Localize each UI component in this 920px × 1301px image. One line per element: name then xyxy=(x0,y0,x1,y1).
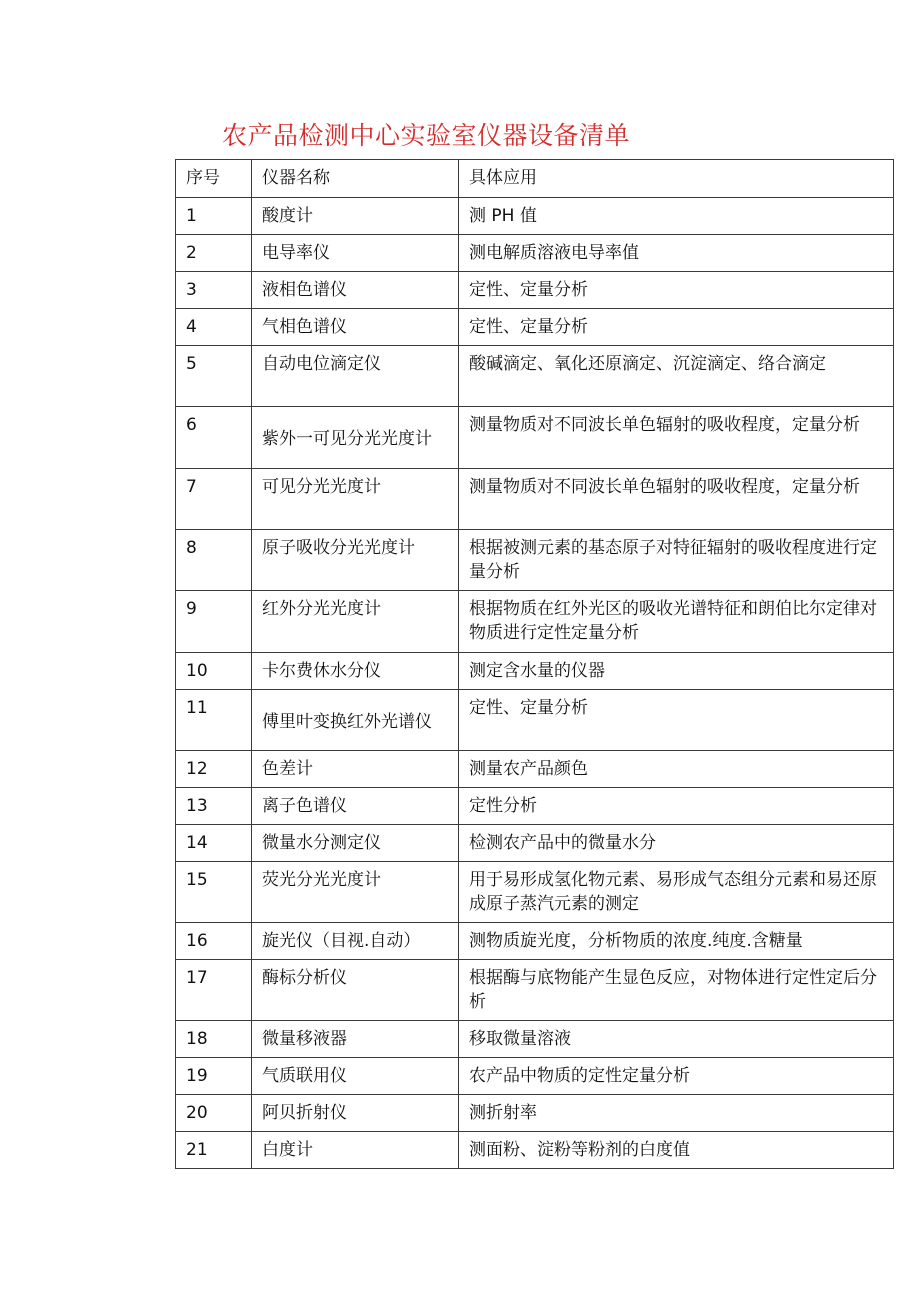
row-name: 液相色谱仪 xyxy=(252,272,459,309)
table-row xyxy=(176,591,894,653)
row-no: 20 xyxy=(176,1095,252,1132)
row-no: 7 xyxy=(176,469,252,530)
table-row xyxy=(176,862,894,923)
row-no: 5 xyxy=(176,346,252,407)
row-use: 根据被测元素的基态原子对特征辐射的吸收程度进行定量分析 xyxy=(459,530,894,591)
row-use: 根据物质在红外光区的吸收光谱特征和朗伯比尔定律对物质进行定性定量分析 xyxy=(459,591,894,653)
row-name: 荧光分光光度计 xyxy=(252,862,459,923)
table-row xyxy=(176,960,894,1021)
row-use: 移取微量溶液 xyxy=(459,1021,894,1058)
table-row xyxy=(176,788,894,825)
row-no: 18 xyxy=(176,1021,252,1058)
row-use: 定性、定量分析 xyxy=(459,309,894,346)
row-name: 微量移液器 xyxy=(252,1021,459,1058)
table-row xyxy=(176,346,894,407)
row-name: 原子吸收分光光度计 xyxy=(252,530,459,591)
row-name: 自动电位滴定仪 xyxy=(252,346,459,407)
row-no: 15 xyxy=(176,862,252,923)
row-no: 1 xyxy=(176,198,252,235)
row-use: 测面粉、淀粉等粉剂的白度值 xyxy=(459,1132,894,1169)
row-use: 测折射率 xyxy=(459,1095,894,1132)
row-no: 17 xyxy=(176,960,252,1021)
row-no: 11 xyxy=(176,690,252,751)
header-use: 具体应用 xyxy=(459,160,894,198)
row-name: 微量水分测定仪 xyxy=(252,825,459,862)
row-no: 21 xyxy=(176,1132,252,1169)
row-name: 紫外一可见分光光度计 xyxy=(252,407,459,469)
table-row xyxy=(176,309,894,346)
row-use: 测 PH 值 xyxy=(459,198,894,235)
row-no: 8 xyxy=(176,530,252,591)
row-name: 傅里叶变换红外光谱仪 xyxy=(252,690,459,751)
table-header-row xyxy=(176,160,894,198)
row-use: 测物质旋光度，分析物质的浓度.纯度.含糖量 xyxy=(459,923,894,960)
row-no: 19 xyxy=(176,1058,252,1095)
row-use: 根据酶与底物能产生显色反应，对物体进行定性定后分析 xyxy=(459,960,894,1021)
table-row xyxy=(176,198,894,235)
table-row xyxy=(176,1058,894,1095)
table-row xyxy=(176,653,894,690)
row-name: 气相色谱仪 xyxy=(252,309,459,346)
page-title: 农产品检测中心实验室仪器设备清单 xyxy=(222,121,631,150)
table-row xyxy=(176,825,894,862)
table-row xyxy=(176,469,894,530)
table-row xyxy=(176,1132,894,1169)
row-use: 测量物质对不同波长单色辐射的吸收程度，定量分析 xyxy=(459,469,894,530)
table-row xyxy=(176,235,894,272)
row-no: 16 xyxy=(176,923,252,960)
row-use: 定性分析 xyxy=(459,788,894,825)
row-use: 测定含水量的仪器 xyxy=(459,653,894,690)
row-no: 12 xyxy=(176,751,252,788)
row-no: 6 xyxy=(176,407,252,469)
row-use: 农产品中物质的定性定量分析 xyxy=(459,1058,894,1095)
row-use: 测量农产品颜色 xyxy=(459,751,894,788)
row-use: 定性、定量分析 xyxy=(459,690,894,751)
row-name: 旋光仪（目视.自动） xyxy=(252,923,459,960)
row-name: 红外分光光度计 xyxy=(252,591,459,653)
row-name: 阿贝折射仪 xyxy=(252,1095,459,1132)
row-use: 酸碱滴定、氧化还原滴定、沉淀滴定、络合滴定 xyxy=(459,346,894,407)
table-row xyxy=(176,530,894,591)
table-row xyxy=(176,407,894,469)
row-use: 用于易形成氢化物元素、易形成气态组分元素和易还原成原子蒸汽元素的测定 xyxy=(459,862,894,923)
row-name: 色差计 xyxy=(252,751,459,788)
row-no: 10 xyxy=(176,653,252,690)
row-name: 气质联用仪 xyxy=(252,1058,459,1095)
equipment-table xyxy=(175,159,894,1169)
table-row xyxy=(176,272,894,309)
row-name: 白度计 xyxy=(252,1132,459,1169)
row-use: 测量物质对不同波长单色辐射的吸收程度，定量分析 xyxy=(459,407,894,469)
row-no: 2 xyxy=(176,235,252,272)
row-name: 电导率仪 xyxy=(252,235,459,272)
row-use: 定性、定量分析 xyxy=(459,272,894,309)
row-no: 14 xyxy=(176,825,252,862)
row-name: 离子色谱仪 xyxy=(252,788,459,825)
row-use: 检测农产品中的微量水分 xyxy=(459,825,894,862)
row-name: 卡尔费休水分仪 xyxy=(252,653,459,690)
table-row xyxy=(176,923,894,960)
header-name: 仪器名称 xyxy=(252,160,459,198)
table-row xyxy=(176,1021,894,1058)
table-row xyxy=(176,751,894,788)
table-row xyxy=(176,1095,894,1132)
row-use: 测电解质溶液电导率值 xyxy=(459,235,894,272)
row-no: 13 xyxy=(176,788,252,825)
row-no: 9 xyxy=(176,591,252,653)
header-no: 序号 xyxy=(176,160,252,198)
row-name: 酸度计 xyxy=(252,198,459,235)
row-name: 可见分光光度计 xyxy=(252,469,459,530)
row-name: 酶标分析仪 xyxy=(252,960,459,1021)
row-no: 4 xyxy=(176,309,252,346)
table-row xyxy=(176,690,894,751)
row-no: 3 xyxy=(176,272,252,309)
